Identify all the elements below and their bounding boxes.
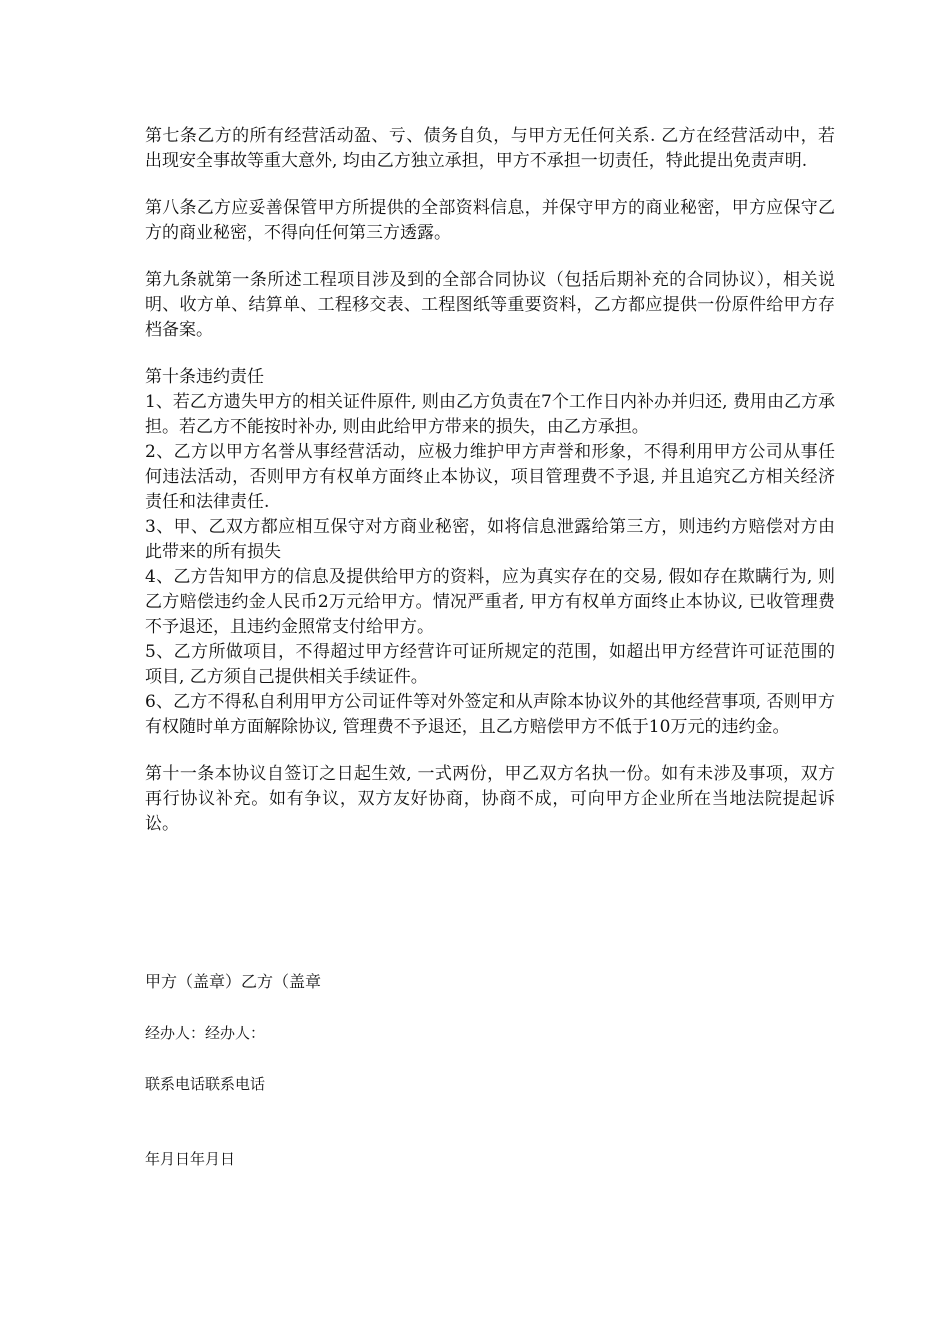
article-10-item-5: 5、乙方所做项目，不得超过甲方经营许可证所规定的范围，如超出甲方经营许可证范围的项目, 乙方须自己提供相关手续证件。 [145,642,835,687]
paragraph-gap [145,343,835,365]
paragraph-gap [145,174,835,196]
article-10-item-4: 4、乙方告知甲方的信息及提供给甲方的资料，应为真实存在的交易, 假如存在欺瞒行为, 则乙方赔偿违约金人民币2万元给甲方。情况严重者, 甲方有权单方面终止本协议, 已收管理费不予退还，且违约金照常支付给甲方。 [145,567,835,637]
article-10-heading: 第十条违约责任 [145,367,264,387]
signature-phone: 联系电话联系电话 [145,1075,266,1093]
article-7: 第七条乙方的所有经营活动盈、亏、债务自负，与甲方无任何关系. 乙方在经营活动中，若出现安全事故等重大意外, 均由乙方独立承担，甲方不承担一切责任，特此提出免责声明. [145,126,835,171]
paragraph-gap [145,246,835,268]
signature-parties: 甲方（盖章）乙方（盖章 [145,972,322,991]
agreement-body [145,124,835,837]
article-10-item-2: 2、乙方以甲方名誉从事经营活动，应极力维护甲方声誉和形象，不得利用甲方公司从事任何违法活动，否则甲方有权单方面终止本协议，项目管理费不予退, 并且追究乙方相关经济责任和法律责任. [145,442,835,512]
signature-date: 年月日年月日 [145,1150,236,1168]
paragraph-gap [145,740,835,762]
article-10-item-1: 1、若乙方遗失甲方的相关证件原件, 则由乙方负责在7个工作日内补办并归还, 费用由乙方承担。若乙方不能按时补办, 则由此给甲方带来的损失，由乙方承担。 [145,392,835,437]
article-8: 第八条乙方应妥善保管甲方所提供的全部资料信息，并保守甲方的商业秘密，甲方应保守乙方的商业秘密，不得向任何第三方透露。 [145,198,835,243]
article-11: 第十一条本协议自签订之日起生效, 一式两份，甲乙双方名执一份。如有未涉及事项，双方再行协议补充。如有争议，双方友好协商，协商不成，可向甲方企业所在当地法院提起诉讼。 [145,764,835,834]
article-10-item-3: 3、甲、乙双方都应相互保守对方商业秘密，如将信息泄露给第三方，则违约方赔偿对方由此带来的所有损失 [145,517,835,562]
article-9: 第九条就第一条所述工程项目涉及到的全部合同协议（包括后期补充的合同协议），相关说明、收方单、结算单、工程移交表、工程图纸等重要资料，乙方都应提供一份原件给甲方存档备案。 [145,270,835,340]
signature-handlers: 经办人：经办人： [145,1024,266,1042]
article-10-item-6: 6、乙方不得私自利用甲方公司证件等对外签定和从声除本协议外的其他经营事项, 否则甲方有权随时单方面解除协议, 管理费不予退还，且乙方赔偿甲方不低于10万元的违约金。 [145,692,835,737]
